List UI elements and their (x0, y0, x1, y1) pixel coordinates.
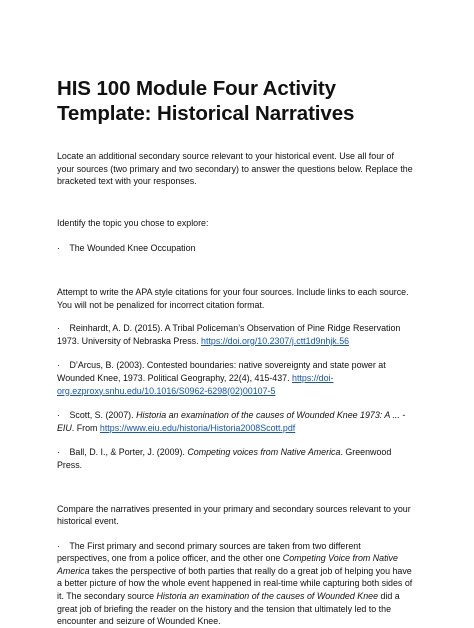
citation-item (57, 409, 413, 434)
bullet-dot: · (57, 410, 60, 421)
citation-item (57, 446, 413, 471)
answer-text: did a great job of briefing the reader on the history and the tension that ultimately led to the encounter and seizure of Wounded Knee. (57, 591, 400, 627)
bullet-dot: · (57, 243, 60, 254)
bullet-dot: · (57, 360, 60, 371)
answer-text: takes the perspective of both parties that really do a great job of helping you have a better picture of how the whole event happened in real-time while capturing both sides of it. The secondary source (57, 565, 413, 602)
citation-text: D’Arcus, B. (2003). Contested boundaries: native sovereignty and state power at Wounded Knee, 1973. Political Geography, 22(4), 415-437. (57, 360, 386, 383)
citation-link[interactable]: https://doi.org/10.2307/j.ctt1d9nhjk.56 (201, 335, 350, 346)
citation-text: Scott, S. (2007). (69, 410, 137, 421)
intro-paragraph: Locate an additional secondary source relevant to your historical event. Use all four of your sources (two primary and two secondary) to answer the questions below. Replace the bracketed text with your responses. (57, 151, 413, 187)
bullet-dot: · (57, 323, 60, 334)
citation-item (57, 359, 413, 397)
answer-title: Competing Voice from Native America (57, 553, 398, 576)
document-body (57, 150, 413, 628)
topic-question: Identify the topic you chose to explore: (57, 217, 209, 228)
citation-link[interactable]: https://www.eiu.edu/historia/Historia2008Scott.pdf (99, 422, 296, 433)
citation-text: Ball, D. I., & Porter, J. (2009). (69, 447, 188, 458)
topic-answer-item (57, 242, 413, 255)
citation-text: Reinhardt, A. D. (2015). A Tribal Policeman’s Observation of Pine Ridge Reservation 1973. University of Nebraska Press. (57, 323, 401, 346)
citation-link[interactable]: https://doi-org.ezproxy.snhu.edu/10.1016/S0962-6298(02)00107-5 (57, 372, 334, 396)
citation-title: Competing voices from Native America (187, 447, 341, 458)
citation-text: . From (71, 422, 100, 433)
answer-text: The First primary and second primary sources are taken from two different perspectives, one from a police officer, and the other one (57, 540, 361, 564)
document-title: HIS 100 Module Four Activity Template: Historical Narratives (57, 77, 355, 125)
bullet-dot: · (57, 540, 60, 551)
topic-answer: The Wounded Knee Occupation (69, 243, 196, 254)
citation-title: Historia an examination of the causes of Wounded Knee 1973: A ... - EIU (57, 410, 406, 433)
answer-title: Historia an examination of the causes of Wounded Knee (156, 591, 378, 602)
compare-answer (57, 540, 413, 628)
compare-prompt: Compare the narratives presented in your primary and secondary sources relevant to your historical event. (57, 503, 411, 527)
citation-item (57, 322, 413, 347)
citation-text: . Greenwood Press. (57, 447, 392, 470)
bullet-dot: · (57, 447, 60, 458)
apa-prompt: Attempt to write the APA style citations for your four sources. Include links to each source. You will not be penalized for incorrect citation format. (57, 286, 409, 310)
